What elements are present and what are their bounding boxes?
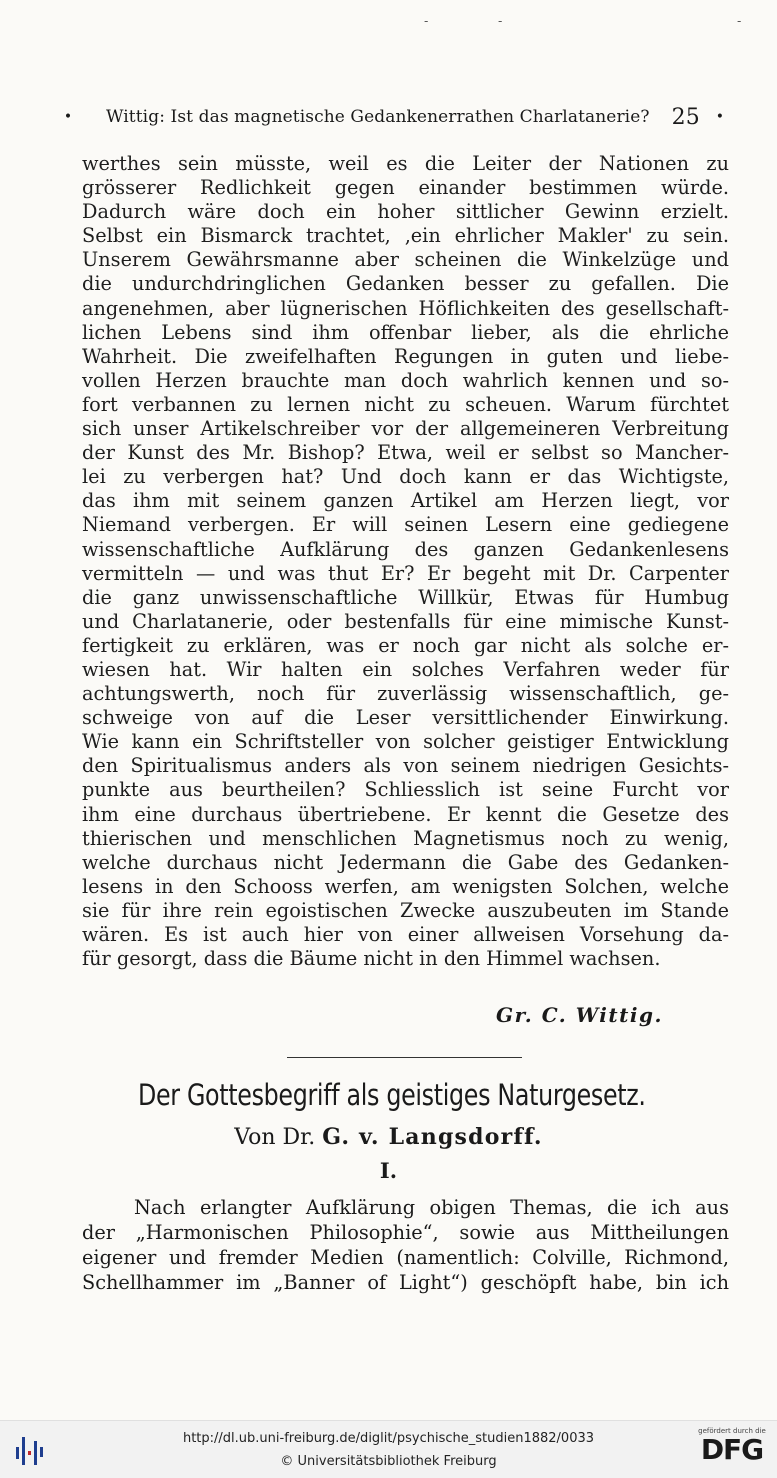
text-line: und Charlatanerie, oder bestenfalls für eine mimische Kunst- [82, 609, 729, 633]
article-paragraph [82, 1195, 729, 1295]
text-line: angenehmen, aber lügnerischen Höflichkeiten des gesellschaft- [82, 296, 729, 320]
byline-author: G. v. Langsdorff. [322, 1124, 543, 1150]
article-title: Der Gottesbegriff als geistiges Naturgesetz. [137, 1078, 646, 1112]
text-line: Niemand verbergen. Er will seinen Lesern eine gediegene [82, 513, 729, 537]
text-line: Dadurch wäre doch ein hoher sittlicher Gewinn erzielt. [82, 200, 729, 224]
text-line: wären. Es ist auch hier von einer allweisen Vorsehung da- [82, 923, 729, 946]
text-line: punkte aus beurtheilen? Schliesslich ist seine Furcht vor [82, 778, 729, 802]
text-line: grösserer Redlichkeit gegen einander bestimmen würde. [82, 176, 729, 200]
text-line: den Spiritualismus anders als von seinem niedrigen Gesichts- [82, 754, 729, 778]
text-line: wissenschaftliche Aufklärung des ganzen Gedankenlesens [82, 537, 729, 561]
text-line: sich unser Artikelschreiber vor der allgemeineren Verbreitung [82, 417, 729, 441]
article-byline [0, 1124, 777, 1150]
text-line: lei zu verbergen hat? Und doch kann er das Wichtigste, [82, 465, 729, 489]
text-line: lesens in den Schooss werfen, am wenigsten Solchen, welche [82, 874, 729, 898]
text-line: fort verbannen zu lernen nicht zu scheuen. Warum fürchtet [82, 392, 729, 416]
viewer-footer [0, 1420, 777, 1478]
text-line: eigener und fremder Medien (namentlich: Colville, Richmond, [82, 1246, 729, 1269]
paragraph-continued [82, 152, 729, 971]
page-number: 25 [671, 104, 700, 130]
document-url-link[interactable]: http://dl.ub.uni-freiburg.de/diglit/psychische_studien1882/0033 [182, 1431, 595, 1446]
text-line: sie für ihre rein egoistischen Zwecke auszubeuten im Stande [82, 898, 729, 922]
byline-prefix: Von Dr. [234, 1125, 316, 1150]
text-line: welche durchaus nicht Jedermann die Gabe des Gedanken- [82, 850, 729, 874]
text-line: der „Harmonischen Philosophie“, sowie aus Mittheilungen [82, 1221, 729, 1244]
text-line: werthes sein müsste, weil es die Leiter der Nationen zu [82, 152, 729, 175]
scan-mark: - [498, 14, 503, 28]
text-line: Wahrheit. Die zweifelhaften Regungen in guten und liebe- [82, 344, 729, 368]
text-line: die ganz unwissenschaftliche Willkür, Etwas für Humbug [82, 585, 729, 609]
section-number: I. [379, 1158, 398, 1183]
dfg-logo: DFG [700, 1433, 764, 1466]
running-head-right-mark: • [715, 109, 725, 125]
dfg-badge [697, 1427, 767, 1465]
text-line: der Kunst des Mr. Bishop? Etwa, weil er selbst so Mancher- [82, 441, 729, 465]
running-head-left-mark: • [63, 109, 73, 125]
text-line: schweige von auf die Leser versittlichender Einwirkung. [82, 706, 729, 730]
running-head [62, 102, 762, 132]
text-line: Wie kann ein Schriftsteller von solcher geistiger Entwicklung [82, 730, 729, 754]
text-line: lichen Lebens sind ihm offenbar lieber, als die ehrliche [82, 320, 729, 344]
dfg-caption: gefördert durch die [698, 1427, 766, 1435]
text-line: Unserem Gewährsmanne aber scheinen die Winkelzüge und [82, 248, 729, 272]
text-line: ihm eine durchaus übertriebene. Er kennt die Gesetze des [82, 802, 729, 826]
text-line: Nach erlangter Aufklärung obigen Themas, die ich aus [134, 1196, 729, 1219]
text-line: Schellhammer im „Banner of Light“) geschöpft habe, bin ich [82, 1271, 729, 1294]
document-url[interactable] [0, 1431, 777, 1446]
running-head-title: Wittig: Ist das magnetische Gedankenerrathen Charlatanerie? [106, 107, 650, 127]
scan-mark: - [424, 14, 429, 28]
author-signature: Gr. C. Wittig. [496, 1003, 663, 1027]
text-line: vollen Herzen brauchte man doch wahrlich kennen und so- [82, 368, 729, 392]
text-line: wiesen hat. Wir halten ein solches Verfahren weder für [82, 657, 729, 681]
text-line: das ihm mit seinem ganzen Artikel am Herzen liegt, vor [82, 489, 729, 513]
text-line: thierischen und menschlichen Magnetismus noch zu wenig, [82, 826, 729, 850]
text-line: vermitteln — und was thut Er? Er begeht mit Dr. Carpenter [82, 561, 729, 585]
copyright-notice: © Universitätsbibliothek Freiburg [280, 1454, 497, 1469]
text-line: achtungswerth, noch für zuverlässig wissenschaftlich, ge- [82, 682, 729, 706]
scan-mark: - [737, 14, 742, 28]
text-line: für gesorgt, dass die Bäume nicht in den Himmel wachsen. [82, 947, 661, 971]
text-line: Selbst ein Bismarck trachtet, ‚ein ehrlicher Makler' zu sein. [82, 224, 729, 248]
text-line: fertigkeit zu erklären, was er noch gar nicht als solche er- [82, 633, 729, 657]
section-divider [287, 1057, 522, 1058]
text-line: die undurchdringlichen Gedanken besser zu gefallen. Die [82, 272, 729, 296]
